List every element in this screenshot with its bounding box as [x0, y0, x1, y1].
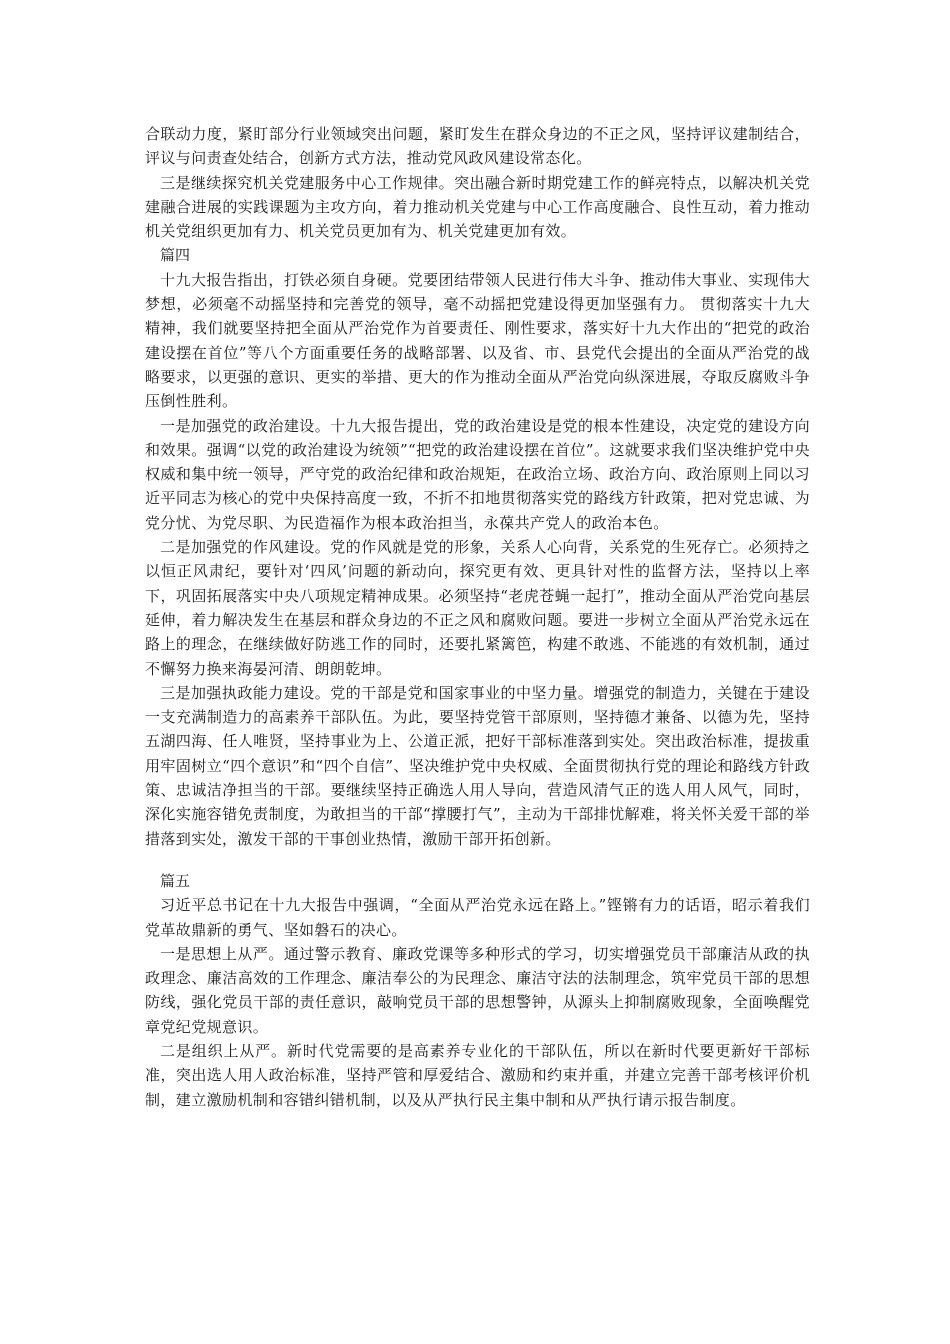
paragraph-report-intro: 十九大报告指出，打铁必须自身硬。党要团结带领人民进行伟大斗争、推动伟大事业、实现伟大梦想，必须毫不动摇坚持和完善党的领导，毫不动摇把党建设得更加坚强有力。 贯彻落实十九大精神，我们就要坚持把全面从严治党作为首要责任、刚性要求，落实好十九大作出的“把党的政治建设摆在首位”等八个方面重要任务的战略部署、以及省、市、县党代会提出的全面从严治党的战略要求，以更强的意识、更实的举措、更大的作为推动全面从严治党向纵深进展，夺取反腐败斗争压倒性胜利。: [145, 270, 810, 411]
paragraph-third-point: 三是继续探究机关党建服务中心工作规律。突出融合新时期党建工作的鲜亮特点，以解决机关党建融合进展的实践课题为主攻方向，着力推动机关党建与中心工作高度融合、良性互动，着力推动机关党组织更加有力、机关党员更加有为、机关党建更加有效。: [145, 173, 810, 241]
paragraph-organizational-strictness: 二是组织上从严。新时代党需要的是高素养专业化的干部队伍，所以在新时代要更新好干部标准，突出选人用人政治标准，坚持严管和厚爱结合、激励和约束并重，并建立完善干部考核评价机制，建立激励机制和容错纠错机制，以及从严执行民主集中制和从严执行请示报告制度。: [145, 1041, 810, 1109]
paragraph-xi-quote: 习近平总书记在十九大报告中强调，“全面从严治党永远在路上。”铿锵有力的话语，昭示着我们党革故鼎新的勇气、坚如磐石的决心。: [145, 896, 810, 939]
section-heading-part-five: 篇五: [160, 871, 191, 890]
paragraph-political-construction: 一是加强党的政治建设。十九大报告提出，党的政治建设是党的根本性建设，决定党的建设方向和效果。强调“以党的政治建设为统领”“把党的政治建设摆在首位”。这就要求我们坚决维护党中央权威和集中统一领导，严守党的政治纪律和政治规矩，在政治立场、政治方向、政治原则上同以习近平同志为核心的党中央保持高度一致，不折不扣地贯彻落实党的路线方针政策，把对党忠诚、为党分忧、为党尽职、为民造福作为根本政治担当，永葆共产党人的政治本色。: [145, 416, 810, 532]
section-heading-part-four: 篇四: [160, 246, 191, 265]
paragraph-continuation: 合联动力度，紧盯部分行业领域突出问题，紧盯发生在群众身边的不正之风，坚持评议建制结合，评议与问责查处结合，创新方式方法，推动党风政风建设常态化。: [145, 125, 810, 168]
document-body: [145, 122, 810, 1112]
paragraph-work-style: 二是加强党的作风建设。党的作风就是党的形象，关系人心向背，关系党的生死存亡。必须持之以恒正风肃纪，要针对‘四风’问题的新动向，探究更有效、更具针对性的监督方法，坚持以上率下，巩固拓展落实中央八项规定精神成果。必须坚持“老虎苍蝇一起打”，推动全面从严治党向基层延伸，着力解决发生在基层和群众身边的不正之风和腐败问题。要进一步树立全面从严治党永远在路上的理念，在继续做好防逃工作的同时，还要扎紧篱笆，构建不敢逃、不能逃的有效机制，通过不懈努力换来海晏河清、朗朗乾坤。: [145, 538, 810, 678]
paragraph-ideological-strictness: 一是思想上从严。通过警示教育、廉政党课等多种形式的学习，切实增强党员干部廉洁从政的执政理念、廉洁高效的工作理念、廉洁奉公的为民理念、廉洁守法的法制理念，筑牢党员干部的思想防线，强化党员干部的责任意识，敲响党员干部的思想警钟，从源头上抑制腐败现象，全面唤醒党章党纪党规意识。: [145, 944, 810, 1036]
section-spacer: [145, 851, 810, 869]
paragraph-governing-capacity: 三是加强执政能力建设。党的干部是党和国家事业的中坚力量。增强党的制造力，关键在于建设一支充满制造力的高素养干部队伍。为此，要坚持党管干部原则，坚持德才兼备、以德为先，坚持五湖四海、任人唯贤，坚持事业为上、公道正派，把好干部标准落到实处。突出政治标准，提拔重用牢固树立“四个意识”和“四个自信”、坚决维护党中央权威、全面贯彻执行党的理论和路线方针政策、忠诚洁净担当的干部。要继续坚持正确选人用人导向，营造风清气正的选人用人风气，同时，深化实施容错免责制度，为敢担当的干部“撑腰打气”，主动为干部排忧解难，将关怀关爱干部的举措落到实处，激发干部的干事创业热情，激励干部开拓创新。: [145, 683, 810, 848]
